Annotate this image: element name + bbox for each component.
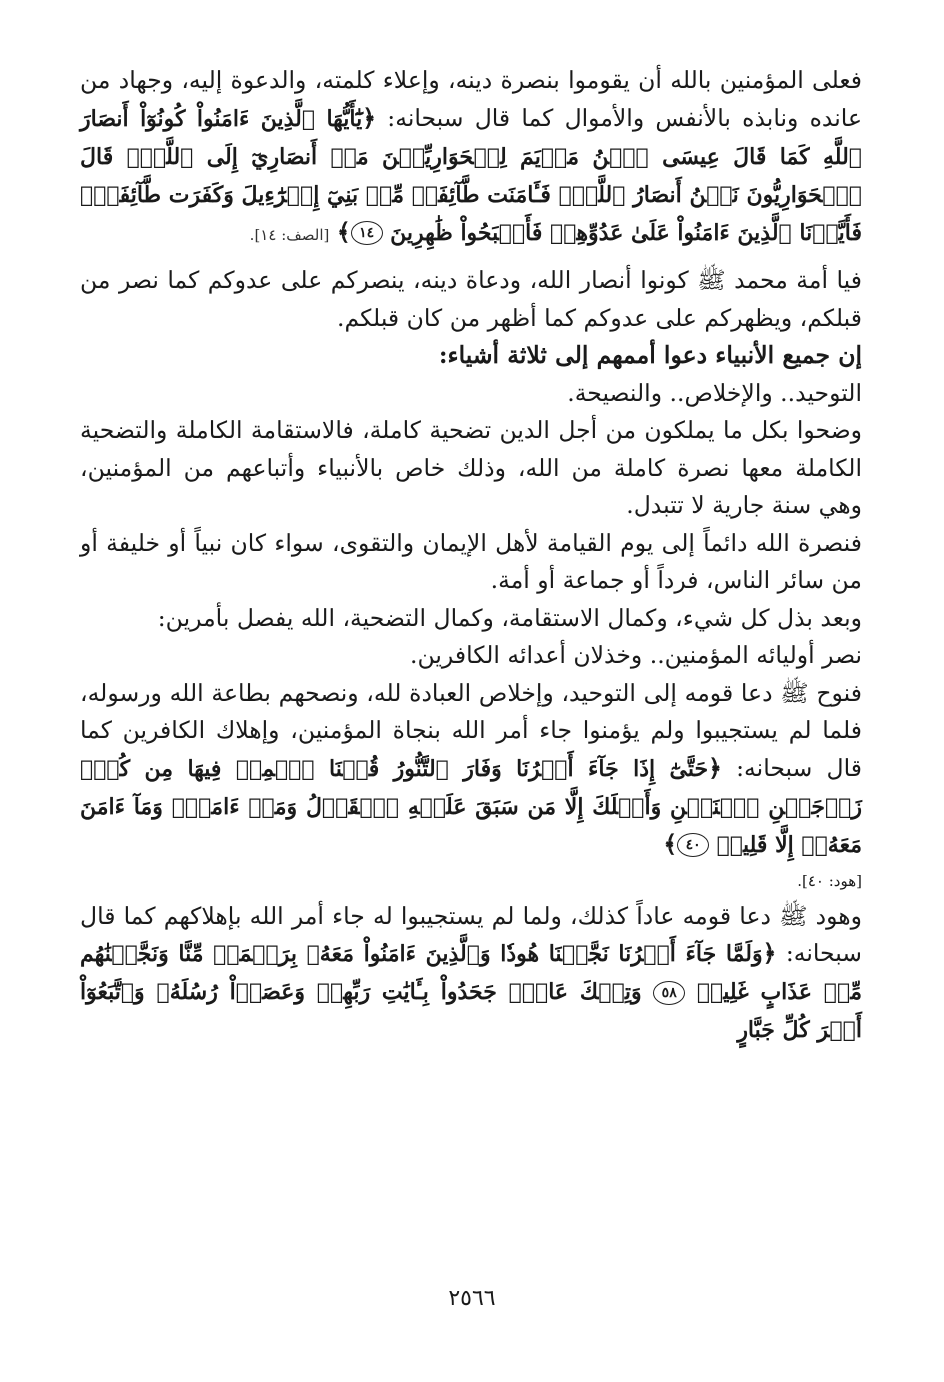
paragraph-7: نصر أوليائه المؤمنين.. وخذلان أعدائه الكافرين. [409, 641, 862, 669]
paragraph-1-text: فعلى المؤمنين بالله أن يقوموا بنصرة دينه، وإعلاء كلمته، والدعوة إليه، وجهاد من عانده ونابذه بالأنفس والأموال كما قال سبحانه: [80, 66, 862, 132]
ayah-number-58: ٥٨ [653, 981, 685, 1005]
paragraph-5: فنصرة الله دائماً إلى يوم القيامة لأهل الإيمان والتقوى، سواء كان نبياً أو خليفة أو من سائر الناس، فرداً أو جماعة أو أمة. [80, 528, 862, 594]
ayah-number-14: ١٤ [351, 221, 383, 245]
reference-hud: [هود: ٤٠]. [797, 871, 862, 890]
ayah-open-bracket: ﴿ [708, 753, 722, 782]
paragraph-9-text: وهود ﷺ دعا قومه عاداً كذلك، ولما لم يستجيبوا له جاء أمر الله بإهلاكهم كما قال سبحانه: [80, 901, 862, 967]
paragraph-2: فيا أمة محمد ﷺ كونوا أنصار الله، ودعاة دينه، ينصركم على عدوكم كما نصر من قبلكم، ويظهركم على عدوكم كما أظهر من كان قبلكم. [80, 266, 862, 332]
page-number: ٢٥٦٦ [448, 1286, 496, 1311]
quran-verse-hud-59: وَتِلۡكَ عَادٞۖ جَحَدُواْ بِـَٔايَٰتِ رَبِّهِمۡ وَعَصَوۡاْ رُسُلَهُۥ وَٱتَّبَعُوٓاْ أَمۡرَ كُلِّ جَبَّارٍ [80, 979, 862, 1043]
reference-saff: [الصف: ١٤]. [249, 225, 330, 244]
quran-verse-hud-40: حَتَّىٰٓ إِذَا جَآءَ أَمۡرُنَا وَفَارَ ٱلتَّنُّورُ قُلۡنَا ٱحۡمِلۡ فِيهَا مِن كُلّٖ زَوۡجَيۡنِ ٱثۡنَيۡنِ وَأَهۡلَكَ إِلَّا مَن سَبَقَ عَلَيۡهِ ٱلۡقَوۡلُ وَمَنۡ ءَامَنَۚ وَمَآ ءَامَنَ مَعَهُۥٓ إِلَّا قَلِيلٞ [80, 755, 862, 858]
quran-verse-saff: يَٰٓأَيُّهَا ٱلَّذِينَ ءَامَنُواْ كُونُوٓاْ أَنصَارَ ٱللَّهِ كَمَا قَالَ عِيسَى ٱبۡنُ مَرۡيَمَ لِلۡحَوَارِيِّـۧنَ مَنۡ أَنصَارِيٓ إِلَى ٱللَّهِۖ قَالَ ٱلۡحَوَارِيُّونَ نَحۡنُ أَنصَارُ ٱللَّهِۖ فَـَٔامَنَت طَّآئِفَةٞ مِّنۢ بَنِيٓ إِسۡرَٰٓءِيلَ وَكَفَرَت طَّآئِفَةٞۖ فَأَيَّدۡنَا ٱلَّذِينَ ءَامَنُواْ عَلَىٰ عَدُوِّهِمۡ فَأَصۡبَحُواْ ظَٰهِرِينَ [80, 105, 862, 246]
paragraph-9 [80, 898, 862, 1050]
ayah-number-40: ٤٠ [677, 833, 709, 857]
section-heading: إن جميع الأنبياء دعوا أممهم إلى ثلاثة أشياء: [438, 341, 862, 369]
paragraph-6: وبعد بذل كل شيء، وكمال الاستقامة، وكمال التضحية، الله يفصل بأمرين: [157, 603, 862, 632]
quran-verse-hud-58: وَلَمَّا جَآءَ أَمۡرُنَا نَجَّيۡنَا هُودٗا وَٱلَّذِينَ ءَامَنُواْ مَعَهُۥ بِرَحۡمَةٖ مِّنَّا وَنَجَّيۡنَٰهُم مِّنۡ عَذَابٍ غَلِيظٖ [80, 941, 862, 1005]
ayah-close-bracket: ﴾ [336, 217, 351, 246]
ayah-open-bracket: ﴿ [362, 103, 377, 132]
page-body [80, 62, 862, 1049]
ayah-open-bracket: ﴿ [762, 939, 777, 967]
paragraph-3: التوحيد.. والإخلاص.. والنصيحة. [567, 378, 862, 407]
paragraph-8-text: فنوح ﷺ دعا قومه إلى التوحيد، وإخلاص العبادة لله، ونصحهم بطاعة الله ورسوله، فلما لم يستجيبوا ولم يؤمنوا جاء أمر الله بنجاة المؤمنين، وإهلاك الكافرين كما قال سبحانه: [80, 678, 863, 782]
ayah-close-bracket: ﴾ [663, 829, 678, 858]
paragraph-4: وضحوا بكل ما يملكون من أجل الدين تضحية كاملة، فالاستقامة الكاملة والتضحية الكاملة معها نصرة كاملة من الله، وذلك خاص بالأنبياء وأتباعهم من المؤمنين، وهي سنة جارية لا تتبدل. [80, 416, 862, 519]
paragraph-8 [80, 675, 862, 864]
paragraph-1 [80, 62, 862, 254]
